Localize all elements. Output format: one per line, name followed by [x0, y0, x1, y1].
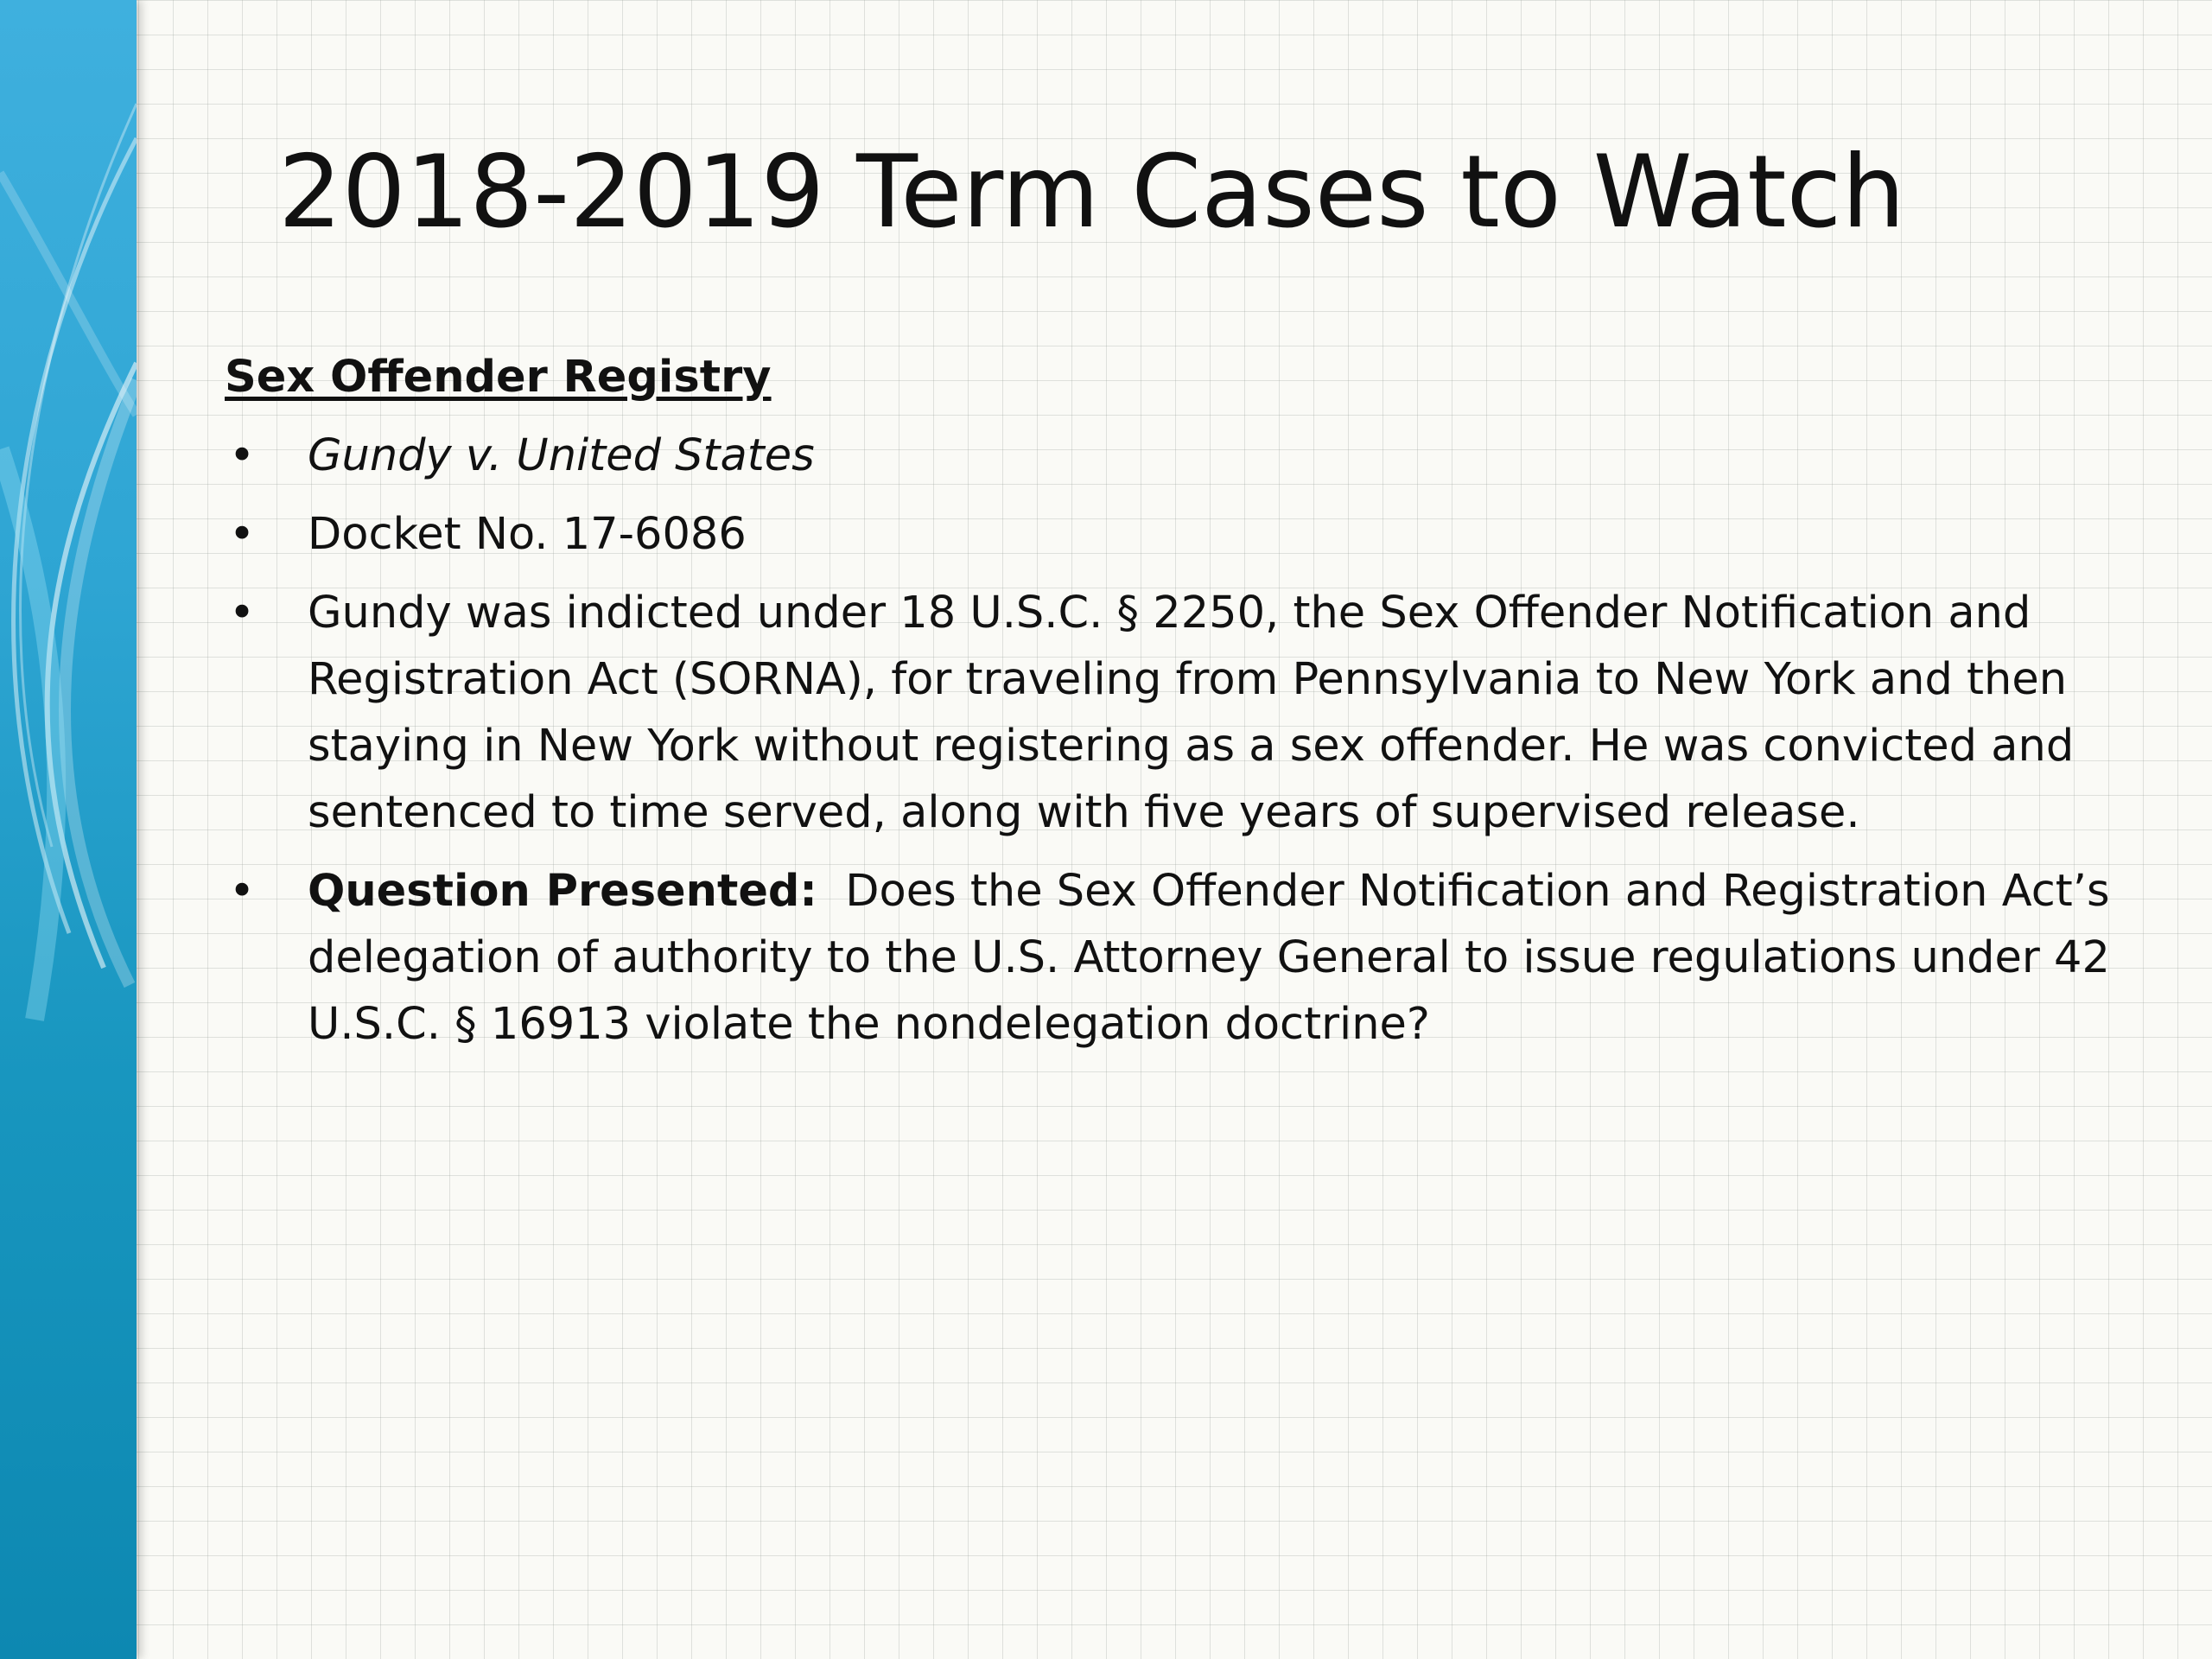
wave-swoosh-graphic — [0, 0, 137, 1659]
question-text: Does the Sex Offender Notification and Registration Act’s delegation of authority to the U.S. Attorney General to issue regulations under 42 U.S.C. § 16913 violate the nondelegation doctrine? — [308, 866, 2110, 1050]
bullet-item-facts — [225, 580, 2143, 846]
bullet-list — [225, 423, 2143, 1058]
case-name: Gundy v. United States — [308, 430, 815, 481]
bullet-icon: • — [228, 509, 256, 560]
bullet-icon: • — [228, 588, 256, 639]
bullet-item-question — [225, 858, 2143, 1058]
bullet-icon: • — [228, 430, 256, 481]
slide-title: 2018-2019 Term Cases to Watch — [278, 134, 1905, 251]
bullet-item-case-name — [225, 423, 2143, 489]
case-facts: Gundy was indicted under 18 U.S.C. § 2250, the Sex Offender Notification and Registration Act (SORNA), for traveling from Pennsylvania to New York and then staying in New York without registering as a sex offender. He was convicted and sentenced to time served, along with five years of supervised release. — [308, 588, 2075, 838]
question-label: Question Presented: — [308, 866, 817, 917]
docket-number: Docket No. 17-6086 — [308, 509, 747, 560]
slide-content — [225, 344, 2143, 1070]
decorative-side-band — [0, 0, 137, 1659]
section-heading: Sex Offender Registry — [225, 352, 772, 403]
bullet-icon: • — [228, 866, 256, 917]
bullet-item-docket — [225, 501, 2143, 568]
